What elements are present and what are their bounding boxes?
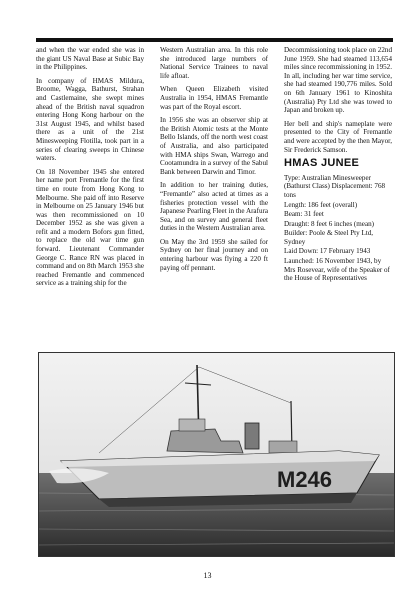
spec-line: Length: 186 feet (overall)	[284, 200, 358, 209]
section-heading: HMAS JUNEE	[284, 157, 360, 170]
hull-number: M246	[277, 467, 333, 492]
ship-illustration	[39, 353, 394, 556]
paragraph: Her bell and ship's nameplate were presented to the City of Fremantle and were accepted by the then Mayor, Sir Frederick Samson.	[284, 119, 392, 154]
paragraph: On May the 3rd 1959 she sailed for Sydney on her final journey and on entering harbour was flying a 220 ft paying off pennant.	[160, 237, 268, 272]
spec-line: Draught: 8 feet 6 inches (mean)	[284, 219, 375, 228]
spec-list	[284, 174, 392, 283]
spec-line: Beam: 31 feet	[284, 210, 324, 219]
paragraph: On 18 November 1945 she entered her name port Fremantle for the first time en route from Hong Kong to Melbourne. She paid off into Reserve in Melbourne on 25 January 1946 but was then recommissioned on 10 December 1952 as she was given a refit and a modern Bofors gun fitted, to replace the old war time gun forward. Lieutenant Commander George C. Rance RN was placed in command and on 8th March 1953 she reached Fremantle and commenced service as a training ship for the	[36, 167, 144, 288]
page-number: 13	[203, 571, 212, 580]
paragraph: In company of HMAS Mildura, Broome, Wagga, Bathurst, Strahan and Castlemaine, she swept mines ahead of the British naval squadron entering Hong Kong harbour on the 31st August 1945, and whilst based there as a unit of the 21st Minesweeping Flotilla, took part in a series of clearing sweeps in Chinese waters.	[36, 76, 144, 163]
paragraph: Western Australian area. In this role she introduced large numbers of National Service Trainees to naval life afloat.	[160, 46, 268, 80]
top-rule	[36, 38, 393, 42]
spec-line: Builder: Poole & Steel Pty Ltd, Sydney	[284, 229, 374, 246]
paragraph: Decommissioning took place on 22nd June 1959. She had steamed 113,654 miles since recommissioning in 1952. In all, including her war time service, she had steamed 190,776 miles. Sold on 6th January 1961 to Kinoshita (Australia) Pty Ltd she was towed to Japan and broken up.	[284, 46, 392, 115]
paragraph: When Queen Elizabeth visited Australia in 1954, HMAS Fremantle was part of the Royal escort.	[160, 85, 268, 111]
column-1	[36, 46, 144, 293]
column-2	[160, 46, 268, 277]
spec-line: Laid Down: 17 February 1943	[284, 247, 371, 256]
paragraph: and when the war ended she was in the giant US Naval Base at Subic Bay in the Philippines.	[36, 46, 144, 72]
paragraph: In 1956 she was an observer ship at the British Atomic tests at the Monte Bello Islands, off the north west coast of Australia, and also participated with HMA ships Swan, Warrego and Cootamundra in a survey of the Sabul Bank between Darwin and Timor.	[160, 116, 268, 176]
ship-photo	[38, 352, 395, 557]
spec-line: Launched: 16 November 1943, by Mrs Rosevear, wife of the Speaker of the House of Representatives	[284, 257, 390, 283]
paragraph: In addition to her training duties, “Fremantle” also acted at times as a fisheries protection vessel with the Japanese Pearling Fleet in the Arafura Sea, and on survey and general fleet duties in the Western Australian area.	[160, 181, 268, 233]
column-3	[284, 46, 392, 284]
spec-line: Type: Australian Minesweeper (Bathurst Class) Displacement: 768 tons	[284, 173, 386, 199]
